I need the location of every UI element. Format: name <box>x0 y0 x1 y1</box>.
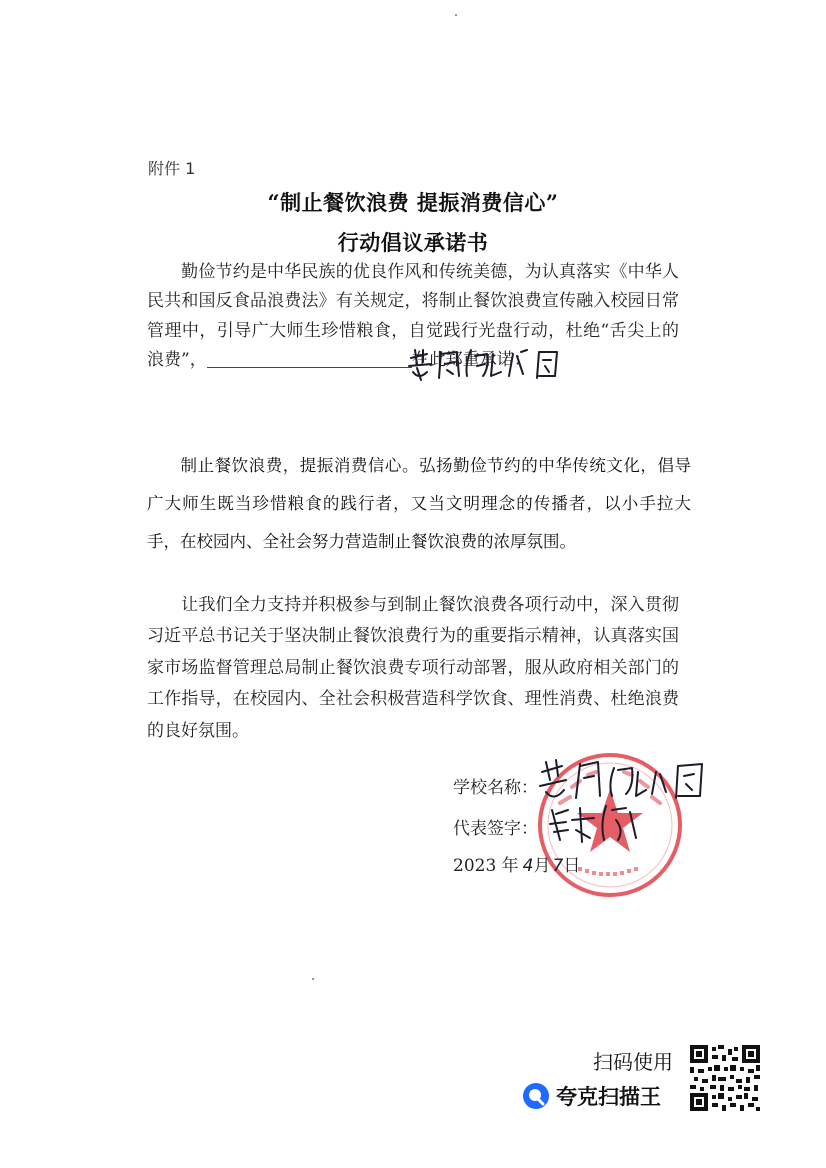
school-name-blank <box>207 347 412 368</box>
pledge-paragraph-2-text: 制止餐饮浪费，提振消费信心。弘扬勤俭节约的中华传统文化，倡导广大师生既当珍惜粮食的践行者，又当文明理念的传播者，以小手拉大手，在校园内、全社会努力营造制止餐饮浪费的浓厚氛围。 <box>147 456 691 551</box>
pledge-date <box>453 851 580 876</box>
representative-signature-label: 代表签字： <box>453 819 538 839</box>
brand-name: 夸克扫描王 <box>556 1085 661 1109</box>
handwritten-day: 7 <box>552 856 564 876</box>
handwritten-school-name-signature <box>536 758 716 806</box>
pledge-paragraph-1-text: 勤俭节约是中华民族的优良作风和传统美德，为认真落实《中华人民共和国反食品浪费法》有关规定，将制止餐饮浪费宣传融入校园日常管理中，引导广大师生珍惜粮食，自觉践行光盘行动，杜绝“舌尖上的浪费”， <box>147 262 679 371</box>
date-day-label: 日 <box>563 856 581 876</box>
pledge-paragraph-3 <box>147 590 679 747</box>
pledge-paragraph-3-text: 让我们全力支持并积极参与到制止餐饮浪费各项行动中，深入贯彻习近平总书记关于坚决制止餐饮浪费行为的重要指示精神，认真落实国家市场监督管理总局制止餐饮浪费专项行动部署，服从政府相关部门的工作指导，在校园内、全社会积极营造科学饮食、理性消费、杜绝浪费的良好氛围。 <box>147 595 679 741</box>
handwritten-representative-signature <box>546 800 646 846</box>
handwritten-school-name <box>405 346 605 386</box>
attachment-label: 附件 1 <box>148 159 196 178</box>
scanner-brand <box>522 1080 661 1112</box>
document-title-line1: “制止餐饮浪费 提振消费信心” <box>267 190 559 215</box>
quark-logo-icon <box>522 1082 550 1110</box>
date-year: 2023 年 <box>453 856 519 876</box>
school-name-label: 学校名称： <box>453 778 538 798</box>
scan-speck <box>312 978 314 980</box>
scan-speck <box>455 14 457 16</box>
date-month-label: 月 <box>533 856 551 876</box>
pledge-paragraph-1-tail: 在此郑重承诺： <box>411 350 531 371</box>
document-title-line2: 行动倡议承诺书 <box>337 230 489 255</box>
handwritten-month: 4 <box>522 856 534 876</box>
scan-to-use-label: 扫码使用 <box>593 1050 673 1074</box>
qr-code-icon[interactable] <box>690 1045 760 1111</box>
pledge-paragraph-2 <box>147 447 691 561</box>
